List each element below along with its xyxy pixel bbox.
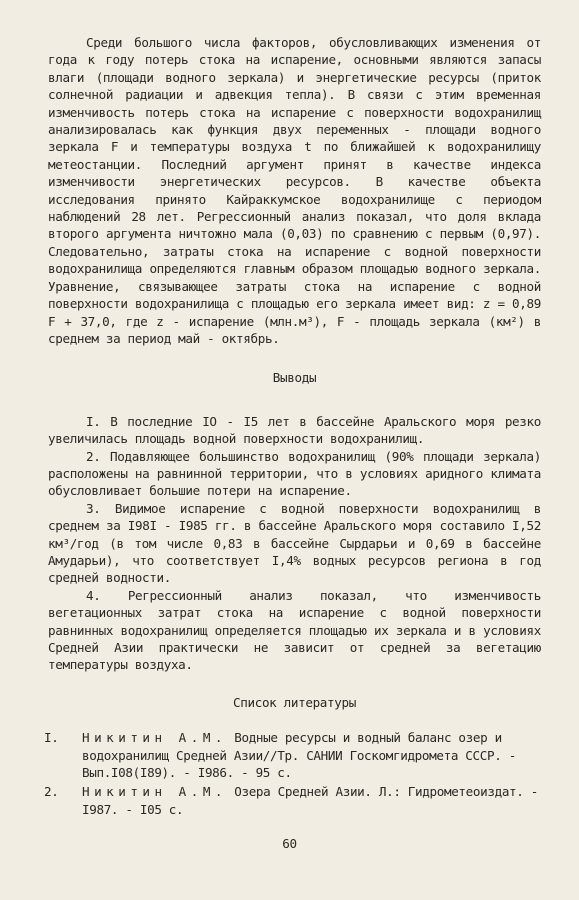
- page-number: 60: [282, 836, 297, 851]
- reference-number: I.: [44, 730, 59, 746]
- conclusion-item-3: 3. Видимое испарение с водной поверхности водохранилищ в среднем за I98I - I985 гг. в бассейне Аральского моря составило I,52 км³/год (в том числе 0,83 в бассейне Сырдарьи и 0,69 в бассейне Амударьи), что соответствует I,4% водных ресурсов региона в год средней водности.: [48, 500, 541, 586]
- reference-author: Никитин А.М.: [82, 784, 227, 800]
- conclusions-heading: Выводы: [272, 370, 317, 386]
- reference-text: Озера Средней Азии. Л.: Гидрометеоиздат. - I987. - I05 с.: [82, 784, 538, 817]
- reference-number: 2.: [44, 784, 59, 800]
- references-heading: Список литературы: [233, 694, 356, 710]
- reference-author: Никитин А.М.: [82, 730, 227, 746]
- conclusion-item-2: 2. Подавляющее большинство водохранилищ (90% площади зеркала) расположены на равнинной территории, что в условиях аридного климата обусловливает большие потери на испарение.: [48, 448, 541, 499]
- intro-paragraph: Среди большого числа факторов, обусловливающих изменения от года к году потерь стока на испарение, основными являются запасы влаги (площади водного зеркала) и энергетические ресурсы (приток солнечной радиации и адвекция тепла). В связи с этим временная изменчивость потерь стока на испарение с поверхности водохранилищ анализировалась как функция двух переменных - площади водного зеркала F и температуры воздуха t по ближайшей к водохранилищу метеостанции. Последний аргумент принят в качестве индекса изменчивости энергетических ресурсов. В качестве объекта исследования принято Кайраккумское водохранилище с периодом наблюдений 28 лет. Регрессионный анализ показал, что доля вклада второго аргумента ничтожно мала (0,03) по сравнению с первым (0,97). Следовательно, затраты стока на испарение с водной поверхности водохранилища определяются главным образом площадью водного зеркала. Уравнение, связывающее затраты стока на испарение с водной поверхности водохранилища с площадью его зеркала имеет вид: z = 0,89 F + 37,0, где z - испарение (млн.м³), F - площадь зеркала (км²) в среднем за период май - октябрь.: [48, 35, 541, 346]
- reference-text: Водные ресурсы и водный баланс озер и водохранилищ Средней Азии//Тр. САНИИ Госкомгидромета СССР. - Вып.I08(I89). - I986. - 95 с.: [82, 730, 516, 781]
- conclusions-list: [48, 413, 541, 674]
- conclusion-item-1: I. В последние IO - I5 лет в бассейне Аральского моря резко увеличилась площадь водной поверхности водохранилищ.: [48, 413, 541, 447]
- reference-item-1: [44, 729, 541, 781]
- references-list: [44, 729, 541, 818]
- reference-item-2: [44, 783, 541, 818]
- conclusion-item-4: 4. Регрессионный анализ показал, что изменчивость вегетационных затрат стока на испарение с водной поверхности равнинных водохранилищ определяется площадью их зеркала и в условиях Средней Азии практически не зависит от средней за вегетацию температуры воздуха.: [48, 587, 541, 673]
